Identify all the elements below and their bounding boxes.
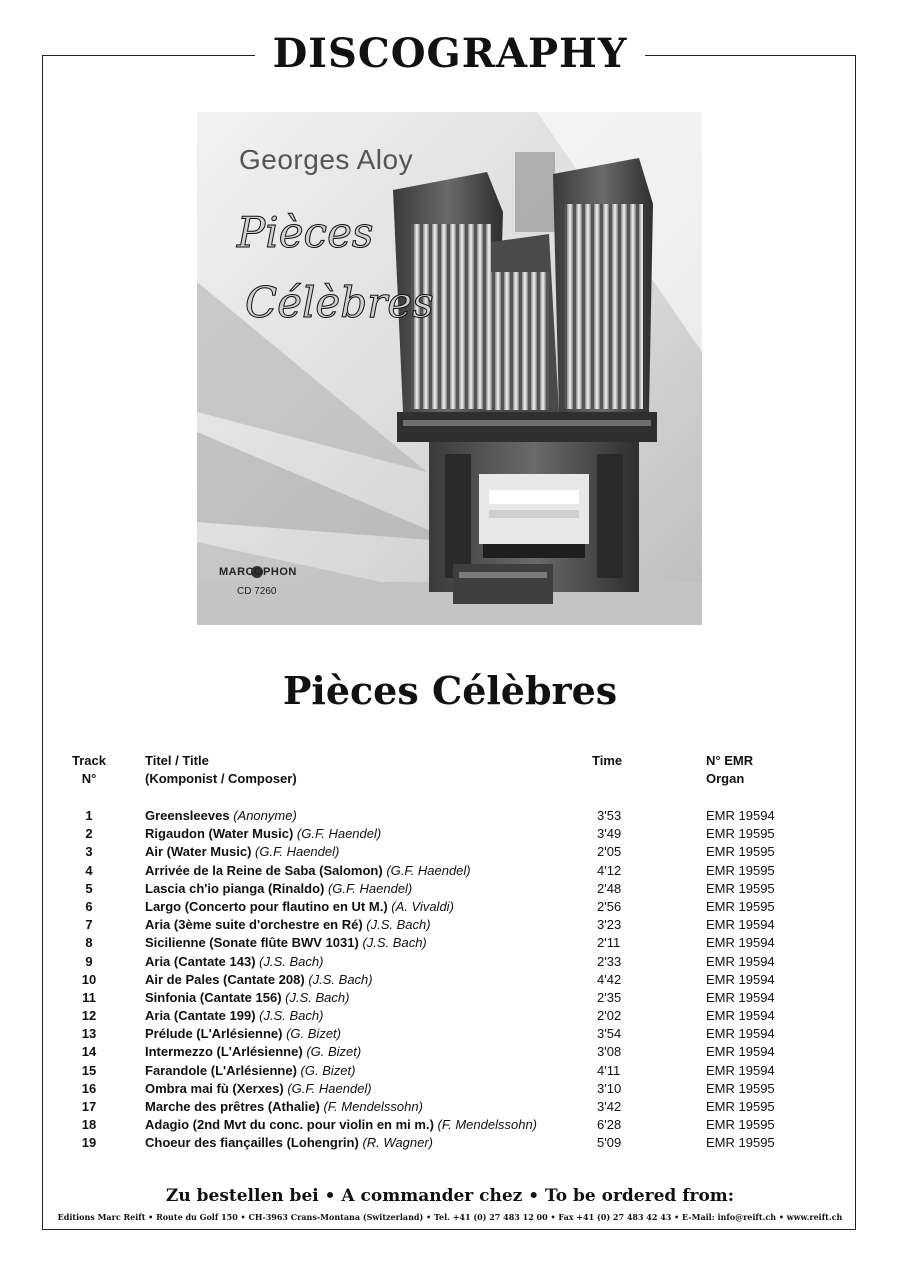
track-number: 12 bbox=[81, 1008, 97, 1024]
track-time: 3'49 bbox=[597, 826, 622, 842]
track-emr-number: EMR 19594 bbox=[706, 1062, 775, 1078]
track-composer: (J.S. Bach) bbox=[259, 953, 324, 969]
title-header-line1: Titel / Title bbox=[145, 753, 209, 768]
track-emr-number: EMR 19595 bbox=[706, 1080, 775, 1096]
table-row bbox=[0, 881, 900, 899]
table-row bbox=[0, 1044, 900, 1062]
track-time: 2'33 bbox=[597, 953, 622, 969]
track-number: 7 bbox=[85, 917, 93, 933]
table-row bbox=[0, 899, 900, 917]
track-composer: (J.S. Bach) bbox=[362, 935, 427, 951]
track-title: Aria (Cantate 143) bbox=[145, 953, 256, 969]
track-number: 5 bbox=[85, 880, 93, 896]
track-time: 5'09 bbox=[597, 1135, 622, 1151]
track-number: 14 bbox=[81, 1044, 97, 1060]
track-composer: (G.F. Haendel) bbox=[296, 826, 382, 842]
track-emr-number: EMR 19594 bbox=[706, 989, 775, 1005]
track-title: Largo (Concerto pour flautino en Ut M.) bbox=[145, 898, 388, 914]
track-number: 15 bbox=[81, 1062, 97, 1078]
track-list bbox=[0, 808, 900, 1154]
track-composer: (J.S. Bach) bbox=[366, 917, 431, 933]
track-title-cell bbox=[145, 1008, 323, 1023]
track-title-cell bbox=[145, 990, 349, 1005]
track-number: 1 bbox=[85, 808, 93, 823]
track-emr-number: EMR 19595 bbox=[706, 826, 775, 842]
track-title-cell bbox=[145, 881, 412, 896]
track-composer: (G.F. Haendel) bbox=[255, 844, 340, 860]
track-time: 2'05 bbox=[597, 844, 622, 860]
track-emr-number: EMR 19594 bbox=[706, 935, 775, 951]
table-row bbox=[0, 1063, 900, 1081]
track-composer: (G. Bizet) bbox=[286, 1026, 341, 1042]
discography-heading bbox=[0, 30, 900, 77]
track-time: 6'28 bbox=[597, 1117, 622, 1133]
track-title-cell bbox=[145, 917, 431, 932]
track-emr-number: EMR 19594 bbox=[706, 971, 775, 987]
track-title-cell bbox=[145, 808, 297, 823]
track-emr-number: EMR 19595 bbox=[706, 1099, 775, 1114]
table-row bbox=[0, 863, 900, 881]
track-title: Intermezzo (L'Arlésienne) bbox=[145, 1044, 303, 1060]
track-emr-number: EMR 19595 bbox=[706, 1135, 775, 1151]
track-composer: (G.F. Haendel) bbox=[327, 880, 413, 896]
track-title-cell bbox=[145, 1099, 423, 1114]
track-title: Choeur des fiançailles (Lohengrin) bbox=[145, 1135, 359, 1151]
track-composer: (G.F. Haendel) bbox=[386, 862, 471, 878]
heading-text: DISCOGRAPHY bbox=[255, 30, 646, 77]
track-title-cell bbox=[145, 972, 373, 987]
track-emr-number: EMR 19594 bbox=[706, 808, 775, 823]
track-title-cell bbox=[145, 954, 323, 969]
table-row bbox=[0, 826, 900, 844]
track-header-line2: N° bbox=[81, 771, 97, 786]
track-title: Sinfonia (Cantate 156) bbox=[145, 989, 282, 1005]
table-row bbox=[0, 1081, 900, 1099]
track-title-cell bbox=[145, 844, 339, 859]
track-time: 4'12 bbox=[597, 862, 622, 878]
track-title-cell bbox=[145, 1044, 361, 1059]
track-time: 3'08 bbox=[597, 1044, 622, 1060]
track-title-cell bbox=[145, 826, 381, 841]
track-number: 9 bbox=[85, 953, 93, 969]
track-title: Greensleeves bbox=[145, 808, 230, 823]
table-row bbox=[0, 1135, 900, 1153]
track-number: 4 bbox=[85, 862, 93, 878]
track-number: 19 bbox=[81, 1135, 97, 1151]
track-emr-number: EMR 19595 bbox=[706, 880, 775, 896]
table-row bbox=[0, 1008, 900, 1026]
track-time: 3'23 bbox=[597, 917, 622, 933]
track-time: 2'02 bbox=[597, 1008, 622, 1024]
order-line: Zu bestellen bei • A commander chez • To be ordered from: bbox=[165, 1186, 735, 1206]
album-cover bbox=[197, 112, 702, 625]
track-title: Aria (3ème suite d'orchestre en Ré) bbox=[145, 917, 363, 933]
track-title-cell bbox=[145, 863, 471, 878]
track-number: 8 bbox=[85, 935, 93, 951]
track-composer: (F. Mendelssohn) bbox=[437, 1117, 538, 1133]
track-number: 6 bbox=[85, 898, 93, 914]
track-number: 11 bbox=[82, 989, 96, 1005]
track-emr-number: EMR 19594 bbox=[706, 917, 775, 933]
cover-artist: Georges Aloy bbox=[239, 144, 414, 175]
track-number: 2 bbox=[85, 826, 93, 842]
emr-header-line2: Organ bbox=[706, 771, 745, 786]
table-row bbox=[0, 972, 900, 990]
track-number: 17 bbox=[81, 1099, 97, 1114]
track-time: 3'10 bbox=[597, 1080, 622, 1096]
table-row bbox=[0, 990, 900, 1008]
track-title-cell bbox=[145, 899, 454, 914]
track-composer: (R. Wagner) bbox=[362, 1135, 433, 1151]
track-title: Air de Pales (Cantate 208) bbox=[145, 971, 305, 987]
track-emr-number: EMR 19595 bbox=[706, 844, 775, 860]
track-column-header bbox=[66, 752, 112, 788]
track-emr-number: EMR 19595 bbox=[706, 1117, 775, 1133]
track-time: 3'42 bbox=[597, 1099, 622, 1114]
track-title: Aria (Cantate 199) bbox=[145, 1008, 256, 1024]
cover-title-line1: Pièces bbox=[237, 208, 374, 257]
track-header-line1: Track bbox=[72, 753, 106, 768]
track-composer: (G.F. Haendel) bbox=[287, 1080, 372, 1096]
table-row bbox=[0, 917, 900, 935]
track-title: Arrivée de la Reine de Saba (Salomon) bbox=[145, 862, 383, 878]
table-row bbox=[0, 1099, 900, 1117]
track-title: Air (Water Music) bbox=[145, 844, 252, 860]
track-title-cell bbox=[145, 1063, 355, 1078]
cover-title-line2: Célèbres bbox=[245, 278, 434, 327]
track-emr-number: EMR 19594 bbox=[706, 953, 775, 969]
table-row bbox=[0, 935, 900, 953]
track-title-cell bbox=[145, 935, 427, 950]
track-title: Rigaudon (Water Music) bbox=[145, 826, 294, 842]
title-column-header bbox=[145, 752, 297, 788]
organ-illustration bbox=[197, 112, 702, 625]
track-time: 3'54 bbox=[597, 1026, 622, 1042]
track-number: 16 bbox=[81, 1080, 97, 1096]
track-time: 2'56 bbox=[597, 898, 622, 914]
track-title: Sicilienne (Sonate flûte BWV 1031) bbox=[145, 935, 359, 951]
track-composer: (Anonyme) bbox=[233, 808, 297, 823]
track-title: Farandole (L'Arlésienne) bbox=[145, 1062, 297, 1078]
cd-number: CD 7260 bbox=[237, 586, 277, 597]
track-composer: (J.S. Bach) bbox=[259, 1008, 324, 1024]
track-emr-number: EMR 19594 bbox=[706, 1008, 775, 1024]
track-time: 4'11 bbox=[597, 1062, 621, 1078]
track-title: Marche des prêtres (Athalie) bbox=[145, 1099, 320, 1114]
track-title: Adagio (2nd Mvt du conc. pour violin en mi m.) bbox=[145, 1117, 434, 1133]
table-row bbox=[0, 844, 900, 862]
track-composer: (J.S. Bach) bbox=[285, 989, 350, 1005]
track-title: Prélude (L'Arlésienne) bbox=[145, 1026, 283, 1042]
track-time: 2'35 bbox=[597, 989, 622, 1005]
track-emr-number: EMR 19595 bbox=[706, 898, 775, 914]
record-label-logo: MARCOPHON bbox=[219, 566, 297, 578]
track-title-cell bbox=[145, 1081, 372, 1096]
emr-header-line1: N° EMR bbox=[706, 753, 754, 768]
track-number: 3 bbox=[85, 844, 93, 860]
track-composer: (G. Bizet) bbox=[300, 1062, 356, 1078]
table-row bbox=[0, 1026, 900, 1044]
track-composer: (A. Vivaldi) bbox=[391, 898, 454, 914]
track-emr-number: EMR 19594 bbox=[706, 1026, 775, 1042]
track-number: 18 bbox=[81, 1117, 97, 1133]
track-time: 2'48 bbox=[597, 880, 622, 896]
table-row bbox=[0, 954, 900, 972]
track-time: 2'11 bbox=[597, 935, 621, 951]
contact-line: Editions Marc Reift • Route du Golf 150 • CH-3963 Crans-Montana (Switzerland) • Tel. +41 (0) 27 483 12 00 • Fax +41 (0) 27 483 42 43 • E-Mail: info@reift.ch • www.reift.ch bbox=[57, 1212, 843, 1222]
time-column-header: Time bbox=[592, 753, 623, 768]
track-title: Lascia ch'io pianga (Rinaldo) bbox=[145, 880, 325, 896]
track-number: 10 bbox=[81, 971, 97, 987]
track-composer: (J.S. Bach) bbox=[308, 971, 373, 987]
track-title-cell bbox=[145, 1026, 341, 1041]
album-title: Pièces Célèbres bbox=[282, 668, 618, 713]
table-row bbox=[0, 1117, 900, 1135]
track-emr-number: EMR 19594 bbox=[706, 1044, 775, 1060]
track-emr-number: EMR 19595 bbox=[706, 862, 775, 878]
track-number: 13 bbox=[81, 1026, 97, 1042]
track-time: 4'42 bbox=[597, 971, 622, 987]
table-row bbox=[0, 808, 900, 826]
track-title: Ombra mai fù (Xerxes) bbox=[145, 1080, 284, 1096]
track-title-cell bbox=[145, 1135, 433, 1150]
track-composer: (G. Bizet) bbox=[306, 1044, 362, 1060]
track-composer: (F. Mendelssohn) bbox=[323, 1099, 423, 1114]
track-time: 3'53 bbox=[597, 808, 622, 823]
title-header-line2: (Komponist / Composer) bbox=[145, 771, 297, 786]
track-title-cell bbox=[145, 1117, 537, 1132]
emr-column-header bbox=[706, 752, 753, 788]
